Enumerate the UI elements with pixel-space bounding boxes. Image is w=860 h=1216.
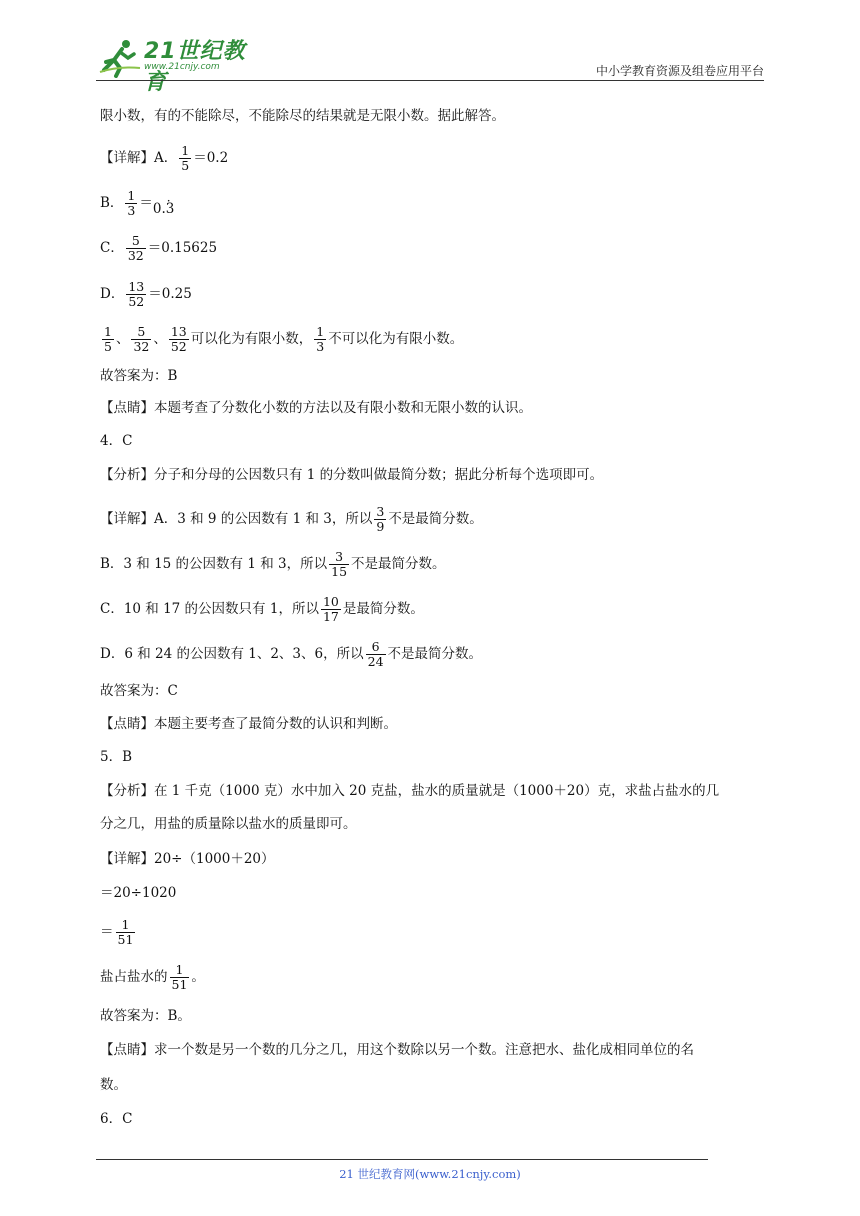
comment-line-cont: 数。 (100, 1077, 127, 1093)
denominator: 51 (117, 932, 134, 947)
label: 【详解】A． (100, 150, 178, 166)
text: 可以化为有限小数， (190, 331, 313, 347)
label: B． (100, 195, 124, 211)
text: B．3 和 15 的公因数有 1 和 3，所以 (100, 556, 328, 572)
page-header (96, 36, 764, 95)
fraction (116, 918, 136, 947)
text: 不是最简分数。 (387, 646, 483, 662)
denominator: 24 (367, 654, 384, 669)
denominator: 5 (104, 339, 112, 354)
label: C． (100, 240, 124, 256)
result: ＝0.15625 (147, 240, 218, 256)
answer-line: 故答案为：B。 (100, 1008, 191, 1024)
repeating-decimal (153, 201, 174, 217)
logo-text: 21世纪教育 (144, 39, 246, 95)
numerator: 1 (175, 962, 184, 977)
repeating-digit: · 3 (166, 201, 175, 217)
fraction (170, 963, 190, 992)
runner-logo-icon (98, 38, 142, 78)
text: 不可以化为有限小数。 (328, 331, 464, 347)
denominator: 52 (170, 339, 187, 354)
footer-text: 21 世纪教育网(www.21cnjy.com) (339, 1167, 521, 1181)
fraction (374, 505, 386, 534)
fraction (169, 325, 189, 354)
numerator: 6 (371, 639, 380, 654)
numerator: 1 (121, 917, 130, 932)
footer-divider (96, 1159, 708, 1160)
calc-line: ＝20÷1020 (100, 885, 177, 901)
text: 盐占盐水的 (100, 969, 168, 985)
denominator: 32 (127, 248, 144, 263)
denominator: 3 (316, 339, 325, 354)
denominator: 51 (171, 977, 188, 992)
fraction (126, 234, 146, 263)
numerator: 13 (170, 324, 187, 339)
header-divider (96, 80, 764, 81)
fraction (126, 280, 146, 309)
text: 是最简分数。 (342, 601, 424, 617)
denominator: 5 (181, 158, 190, 173)
fraction (102, 325, 114, 354)
calc-result (100, 918, 137, 947)
text: C．10 和 17 的公因数只有 1，所以 (100, 601, 319, 617)
numerator: 1 (104, 324, 112, 339)
denominator: 32 (133, 339, 150, 354)
site-logo (96, 36, 266, 95)
question-number: 5．B (100, 749, 133, 765)
fraction (125, 189, 137, 218)
detail-a (100, 505, 483, 534)
platform-name: 中小学教育资源及组卷应用平台 (595, 64, 764, 78)
comment-line: 【点睛】本题考查了分数化小数的方法以及有限小数和无限小数的认识。 (100, 400, 532, 416)
equals: ＝ (139, 195, 153, 211)
text: D．6 和 24 的公因数有 1、2、3、6，所以 (100, 646, 364, 662)
denominator: 15 (331, 564, 348, 579)
detail-b (100, 550, 446, 579)
fraction (329, 550, 349, 579)
fraction (366, 640, 386, 669)
decimal-part: 0. (152, 201, 166, 217)
fraction (131, 325, 151, 354)
detail-c (100, 234, 217, 263)
result: ＝0.25 (148, 286, 192, 302)
fraction (179, 144, 191, 173)
numerator: 10 (322, 594, 339, 609)
detail-a (100, 144, 228, 173)
separator: 、 (153, 331, 167, 347)
conclusion-line (100, 963, 205, 992)
fraction (314, 325, 326, 354)
denominator: 3 (127, 203, 136, 218)
text: 。 (191, 969, 205, 985)
detail-d (100, 280, 192, 309)
numerator: 1 (316, 324, 325, 339)
denominator: 52 (128, 294, 145, 309)
text: 不是最简分数。 (351, 556, 446, 572)
numerator: 1 (181, 143, 190, 158)
numerator: 3 (376, 504, 385, 519)
logo-url: www.21cnjy.com (144, 62, 220, 72)
comment-line: 【点睛】本题主要考查了最简分数的认识和判断。 (100, 716, 397, 732)
numerator: 5 (137, 324, 146, 339)
summary-line (100, 325, 463, 354)
text: 不是最简分数。 (388, 511, 483, 527)
analysis-line-cont: 分之几，用盐的质量除以盐水的质量即可。 (100, 816, 357, 832)
separator: 、 (115, 331, 130, 347)
denominator: 17 (322, 609, 339, 624)
detail-c (100, 595, 424, 624)
denominator: 9 (376, 519, 385, 534)
question-number: 4．C (100, 433, 133, 449)
analysis-line: 【分析】在 1 千克（1000 克）水中加入 20 克盐，盐水的质量就是（1000＋20）克，求盐占盐水的几 (100, 783, 720, 799)
fraction (321, 595, 341, 624)
detail-b (100, 189, 174, 218)
detail-d (100, 640, 482, 669)
result: ＝0.2 (193, 150, 229, 166)
comment-line: 【点睛】求一个数是另一个数的几分之几，用这个数除以另一个数。注意把水、盐化成相同单位的名 (100, 1042, 694, 1058)
answer-line: 故答案为：B (100, 368, 178, 384)
numerator: 5 (131, 233, 140, 248)
label: D． (100, 286, 125, 302)
text: 【详解】A．3 和 9 的公因数有 1 和 3，所以 (100, 511, 373, 527)
equals: ＝ (100, 924, 114, 940)
detail-line: 【详解】20÷（1000＋20） (100, 851, 275, 867)
answer-line: 故答案为：C (100, 683, 178, 699)
numerator: 1 (127, 188, 136, 203)
numerator: 3 (335, 549, 344, 564)
question-number: 6．C (100, 1111, 133, 1127)
analysis-line: 【分析】分子和分母的公因数只有 1 的分数叫做最简分数；据此分析每个选项即可。 (100, 467, 604, 483)
numerator: 13 (128, 279, 145, 294)
text-line: 限小数，有的不能除尽，不能除尽的结果就是无限小数。据此解答。 (100, 108, 505, 124)
